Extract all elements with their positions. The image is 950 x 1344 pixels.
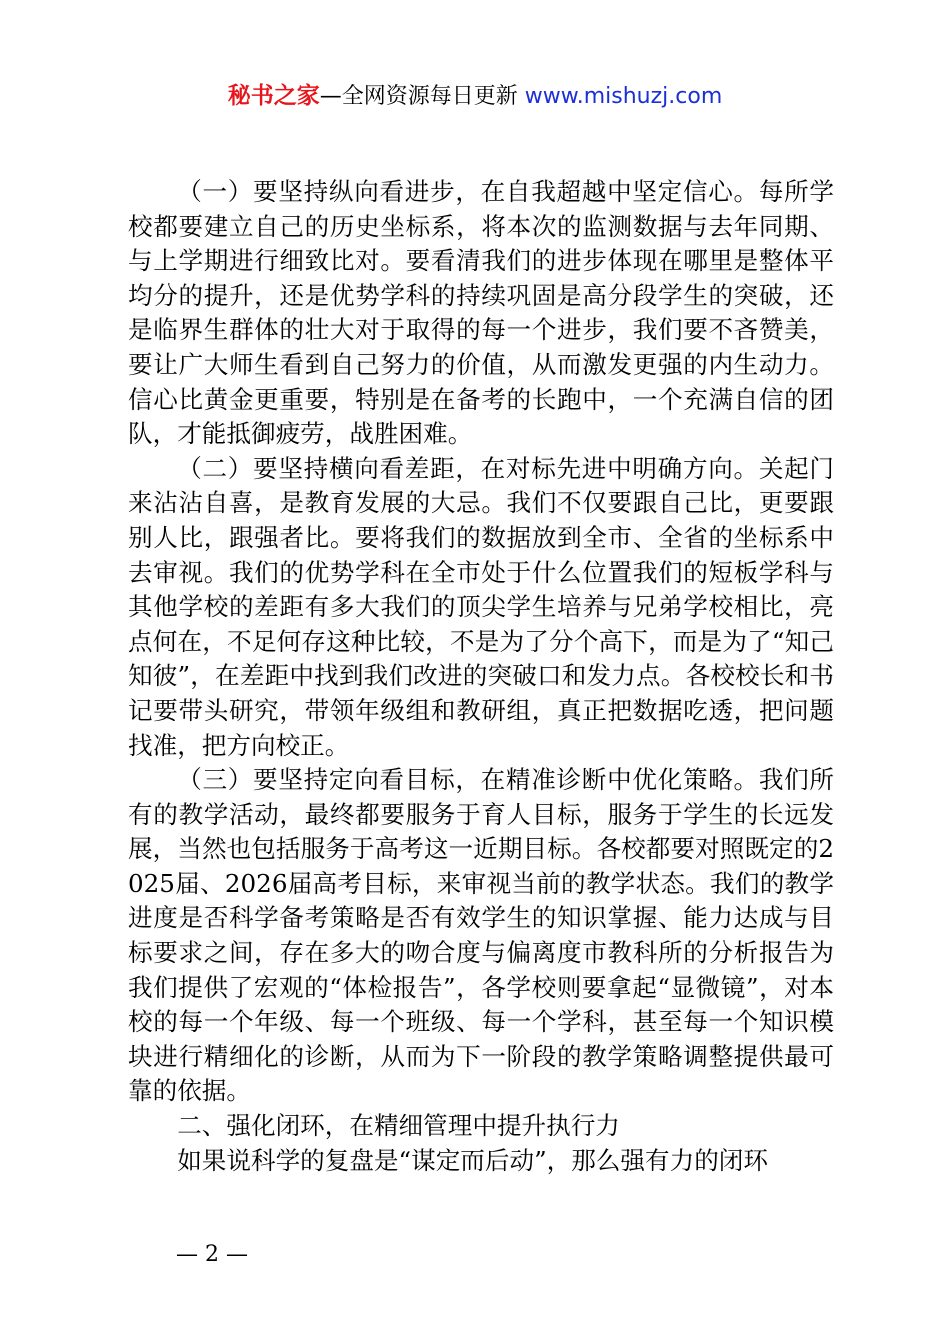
section-heading: 二、强化闭环，在精细管理中提升执行力 [177,1111,620,1141]
site-header [0,80,950,113]
page-number: — 2 — [176,1242,248,1267]
paragraph-1: （一）要坚持纵向看进步，在自我超越中坚定信心。每所学校都要建立自己的历史坐标系，将本次的监测数据与去年同期、与上学期进行细致比对。要看清我们的进步体现在哪里是整体平均分的提升，还是优势学科的持续巩固是高分段学生的突破，还是临界生群体的壮大对于取得的每一个进步，我们要不吝赞美，要让广大师生看到自己努力的价值，从而激发更强的内生动力。信心比黄金更重要，特别是在备考的长跑中，一个充满自信的团队，才能抵御疲劳，战胜困难。 [128,177,834,449]
header-tagline: —全网资源每日更新 [319,84,518,109]
brand-name: 秘书之家 [227,83,320,109]
paragraph-3: （三）要坚持定向看目标，在精准诊断中优化策略。我们所有的教学活动，最终都要服务于育人目标，服务于学生的长远发展，当然也包括服务于高考这一近期目标。各校都要对照既定的2025届、2026届高考目标，来审视当前的教学状态。我们的教学进度是否科学备考策略是否有效学生的知识掌握、能力达成与目标要求之间，存在多大的吻合度与偏离度市教科所的分析报告为我们提供了宏观的“体检报告”，各学校则要拿起“显微镜”，对本校的每一个年级、每一个班级、每一个学科，甚至每一个知识模块进行精细化的诊断，从而为下一阶段的教学策略调整提供最可靠的依据。 [128,765,834,1106]
document-body [128,175,834,1178]
paragraph-4: 如果说科学的复盘是“谋定而后动”，那么强有力的闭环 [177,1145,768,1175]
paragraph-2: （二）要坚持横向看差距，在对标先进中明确方向。关起门来沾沾自喜，是教育发展的大忌。我们不仅要跟自己比，更要跟别人比，跟强者比。要将我们的数据放到全市、全省的坐标系中去审视。我们的优势学科在全市处于什么位置我们的短板学科与其他学校的差距有多大我们的顶尖学生培养与兄弟学校相比，亮点何在，不足何存这种比较，不是为了分个高下，而是为了“知己知彼”，在差距中找到我们改进的突破口和发力点。各校校长和书记要带头研究，带领年级组和教研组，真正把数据吃透，把问题找准，把方向校正。 [128,453,834,760]
site-url-link[interactable]: www.mishuzj.com [524,84,723,109]
